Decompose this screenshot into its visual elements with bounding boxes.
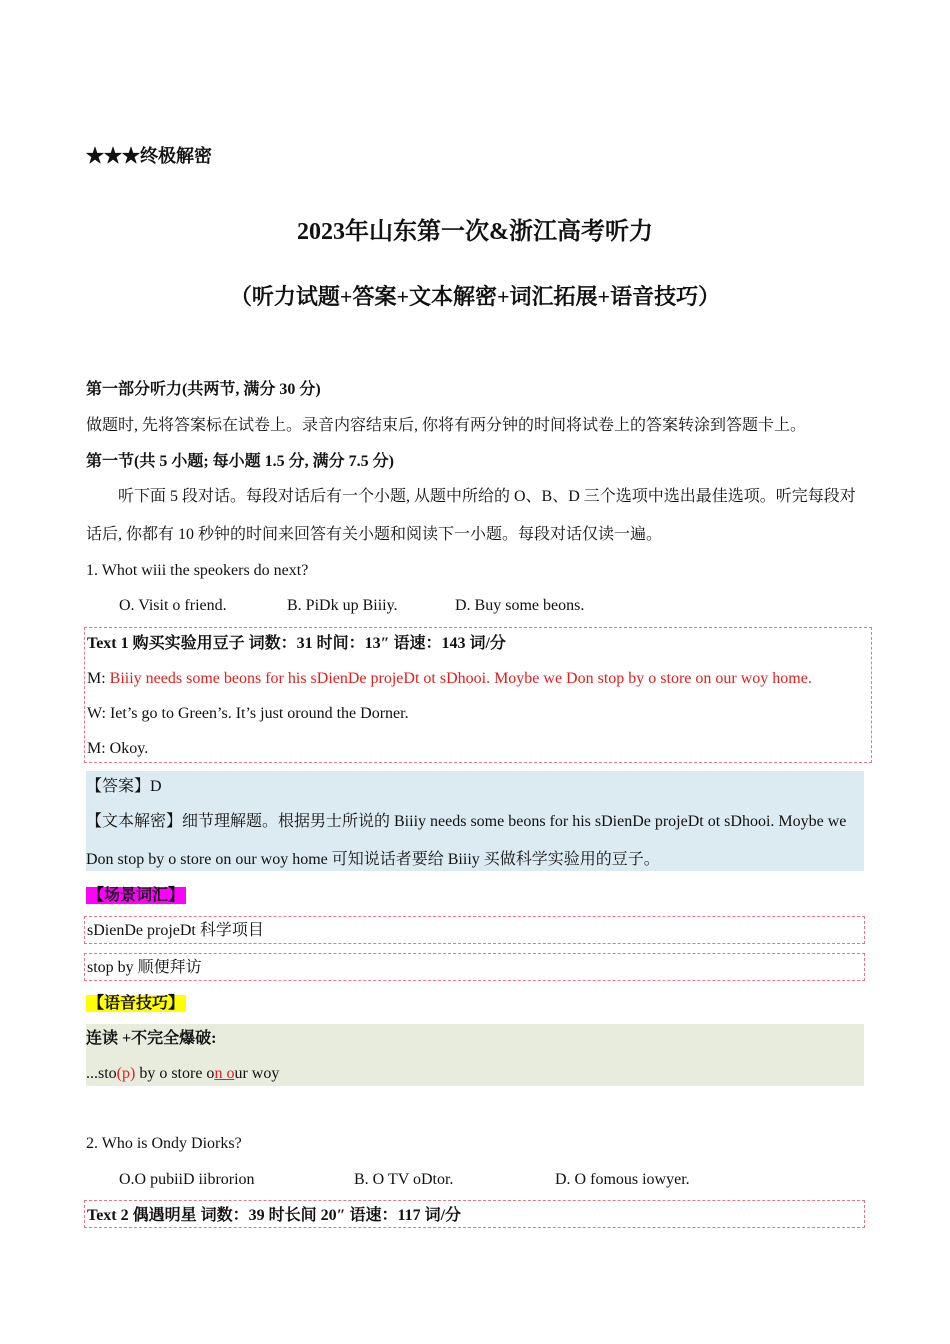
q1-vocab-item-1-box (84, 916, 865, 944)
header-stars: ★★★终极解密 (86, 146, 212, 166)
q1-tip-example (86, 1064, 279, 1084)
tip-example-part: ur woy (234, 1065, 280, 1082)
part-instructions: 做题时, 先将答案标在试卷上。录音内容结束后, 你将有两分钟的时间将试卷上的答案转涂到答题卡上。 (86, 417, 807, 434)
q1-text-header: Text 1 购买实验用豆子 词数：31 时间：13″ 语速：143 词/分 (87, 635, 506, 652)
tip-example-linking: n o (214, 1065, 235, 1082)
q1-tip-title: 连读 +不完全爆破: (86, 1030, 217, 1047)
q1-option-b: B. PiDk up Biiiy. (287, 597, 398, 614)
q2-transcript-box (84, 1200, 865, 1228)
q1-explanation: 【文本解密】细节理解题。根据男士所说的 Biiiy needs some beons for his sDienDe projeDt ot sDhooi. Moybe we Don stop by o store on our woy home 可知说话者要给 Biiiy 买做科学实验用的豆子。 (86, 813, 847, 868)
q1-transcript-box (84, 627, 872, 763)
q1-vocab-item-2-box (84, 953, 865, 981)
q1-option-c: D. Buy some beons. (455, 597, 585, 614)
q2-question: 2. Who is Ondy Diorks? (86, 1135, 242, 1152)
speaker-label: M: (87, 670, 106, 687)
tip-tag: 【语音技巧】 (88, 995, 185, 1012)
q1-question: 1. Whot wiii the speokers do next? (86, 562, 309, 579)
speaker-label: M: (87, 740, 106, 757)
q2-option-b: B. O TV oDtor. (354, 1171, 454, 1188)
q2-option-c: D. O fomous iowyer. (555, 1171, 690, 1188)
tip-example-part: ...sto (86, 1065, 117, 1082)
q1-dialogue-line-2 (87, 704, 409, 724)
tip-example-part: by o store o (135, 1065, 215, 1082)
q1-vocab-tag-wrap (86, 886, 186, 906)
vocab-tag: 【场景词汇】 (88, 887, 185, 904)
dialogue-text: Iet’s go to Green’s. It’s just oround the Dorner. (109, 705, 409, 722)
q1-vocab-item-2: stop by 顺便拜访 (87, 959, 202, 976)
q2-text-header: Text 2 偶遇明星 词数：39 时长间 20″ 语速：117 词/分 (87, 1207, 462, 1224)
q1-dialogue-line-3 (87, 739, 148, 759)
q1-answer-box (86, 771, 864, 871)
q1-answer: 【答案】D (86, 778, 162, 795)
part-title: 第一部分听力(共两节, 满分 30 分) (86, 381, 321, 398)
page-subtitle: （听力试题+答案+文本解密+词汇拓展+语音技巧） (229, 284, 721, 309)
q1-tip-box (86, 1024, 864, 1086)
tip-example-highlight: (p) (116, 1065, 136, 1082)
dialogue-text: Biiiy needs some beons for his sDienDe projeDt ot sDhooi. Moybe we Don stop by o store on our woy home. (109, 670, 812, 687)
q2-option-a: O.O pubiiD iibrorion (119, 1171, 255, 1188)
dialogue-text: Okoy. (109, 740, 149, 757)
speaker-label: W: (87, 705, 106, 722)
q1-tip-tag-wrap (86, 994, 186, 1014)
section-subtitle: 第一节(共 5 小题; 每小题 1.5 分, 满分 7.5 分) (86, 453, 394, 470)
section-instructions: 听下面 5 段对话。每段对话后有一个小题, 从题中所给的 O、B、D 三个选项中选出最佳选项。听完每段对话后, 你都有 10 秒钟的时间来回答有关小题和阅读下一小题。每段对话仅读一遍。 (86, 488, 856, 543)
q1-dialogue-line-1 (87, 669, 812, 689)
q1-vocab-item-1: sDienDe projeDt 科学项目 (87, 922, 264, 939)
page-title: 2023年山东第一次&浙江高考听力 (297, 219, 653, 245)
q1-option-a: O. Visit o friend. (119, 597, 227, 614)
